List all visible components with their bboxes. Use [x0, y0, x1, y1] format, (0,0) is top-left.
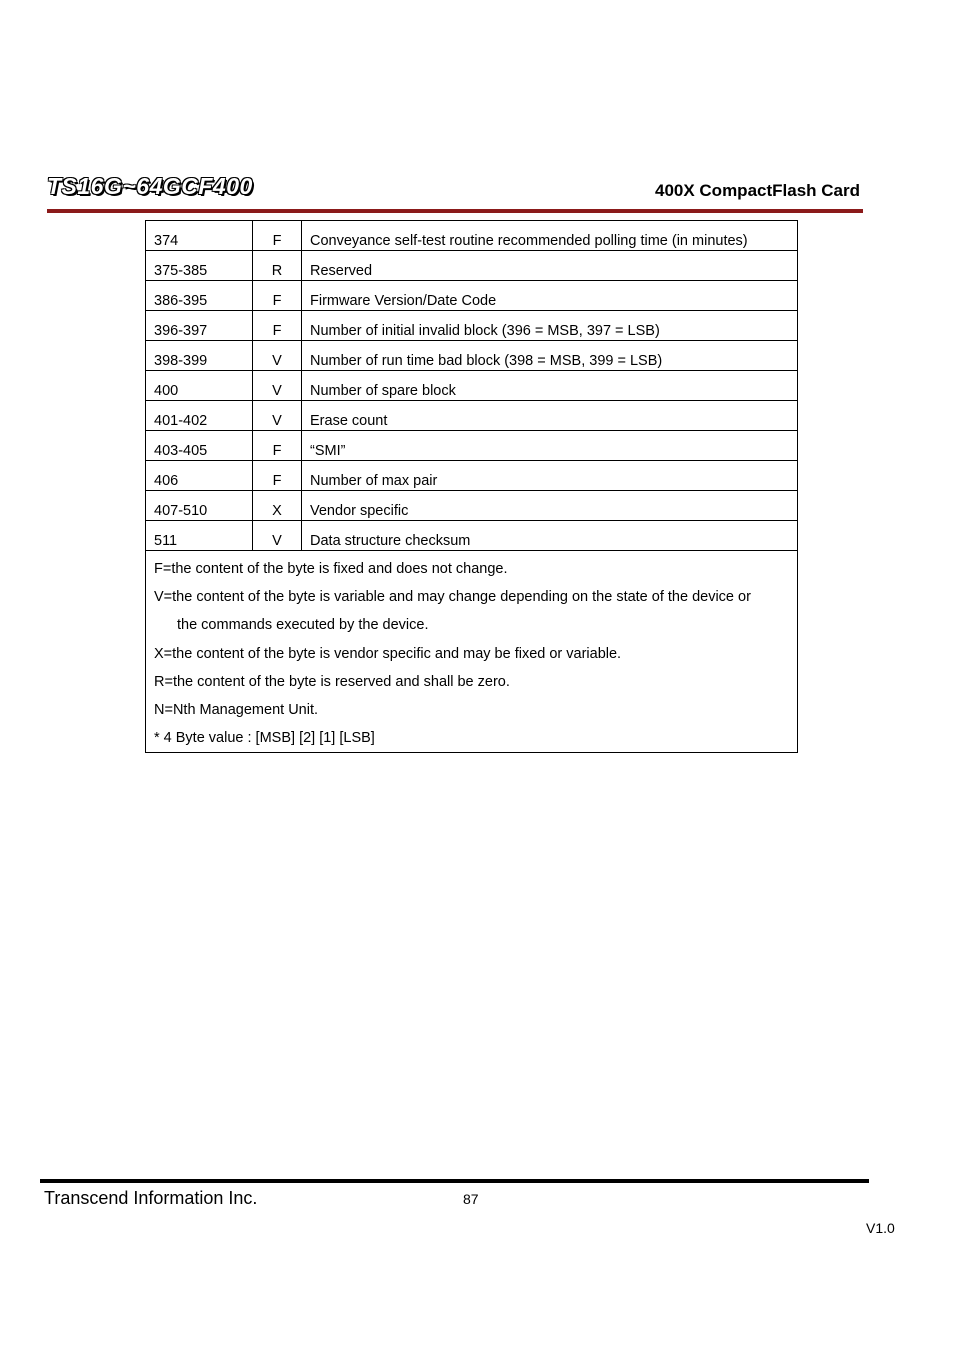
fv-cell: V [253, 521, 302, 551]
legend-note: * 4 Byte value : [MSB] [2] [1] [LSB] [154, 730, 375, 747]
footer-rule [40, 1179, 869, 1183]
fv-cell: F [253, 281, 302, 311]
legend-note: N=Nth Management Unit. [154, 702, 319, 719]
description-cell: Number of spare block [302, 371, 798, 401]
byte-cell: 386-395 [146, 281, 253, 311]
table-row [146, 491, 798, 521]
footer-company: Transcend Information Inc. [44, 1188, 258, 1208]
document-version: V1.0 [866, 1220, 895, 1236]
fv-cell: R [253, 251, 302, 281]
fv-cell: V [253, 371, 302, 401]
legend-notes [146, 551, 798, 753]
description-cell: Number of max pair [302, 461, 798, 491]
table-row [146, 311, 798, 341]
table-row [146, 431, 798, 461]
fv-cell: V [253, 401, 302, 431]
document-title: TS16G~64GCF400 [47, 173, 253, 199]
notes-row [146, 551, 798, 753]
description-cell: Firmware Version/Date Code [302, 281, 798, 311]
fv-cell: F [253, 461, 302, 491]
byte-cell: 403-405 [146, 431, 253, 461]
fv-cell: V [253, 341, 302, 371]
legend-note: F=the content of the byte is fixed and does not change. [154, 561, 508, 577]
description-cell: “SMI” [302, 431, 798, 461]
table-row [146, 371, 798, 401]
table-row [146, 401, 798, 431]
fv-cell: F [253, 311, 302, 341]
legend-note: V=the content of the byte is variable and may change depending on the state of the device or [154, 589, 751, 606]
table-row [146, 341, 798, 371]
header-rule [47, 209, 863, 213]
byte-cell: 396-397 [146, 311, 253, 341]
table-row [146, 521, 798, 551]
byte-cell: 406 [146, 461, 253, 491]
byte-cell: 400 [146, 371, 253, 401]
byte-cell: 407-510 [146, 491, 253, 521]
table-body [146, 221, 798, 753]
byte-cell: 374 [146, 221, 253, 251]
identify-data-table [145, 220, 798, 753]
table-row [146, 251, 798, 281]
table-row [146, 281, 798, 311]
legend-note: the commands executed by the device. [177, 617, 429, 634]
legend-note: X=the content of the byte is vendor specific and may be fixed or variable. [154, 645, 622, 662]
document-subtitle: 400X CompactFlash Card [654, 181, 860, 200]
byte-cell: 375-385 [146, 251, 253, 281]
description-cell: Vendor specific [302, 491, 798, 521]
table-row [146, 221, 798, 251]
fv-cell: X [253, 491, 302, 521]
description-cell: Erase count [302, 401, 798, 431]
byte-cell: 398-399 [146, 341, 253, 371]
fv-cell: F [253, 221, 302, 251]
description-cell: Conveyance self-test routine recommended polling time (in minutes) [302, 221, 798, 251]
description-cell: Data structure checksum [302, 521, 798, 551]
description-cell: Number of run time bad block (398 = MSB, 399 = LSB) [302, 341, 798, 371]
description-cell: Reserved [302, 251, 798, 281]
fv-cell: F [253, 431, 302, 461]
legend-note: R=the content of the byte is reserved and shall be zero. [154, 673, 510, 690]
description-cell: Number of initial invalid block (396 = MSB, 397 = LSB) [302, 311, 798, 341]
page-number: 87 [463, 1191, 479, 1207]
byte-cell: 401-402 [146, 401, 253, 431]
byte-cell: 511 [146, 521, 253, 551]
table-row [146, 461, 798, 491]
